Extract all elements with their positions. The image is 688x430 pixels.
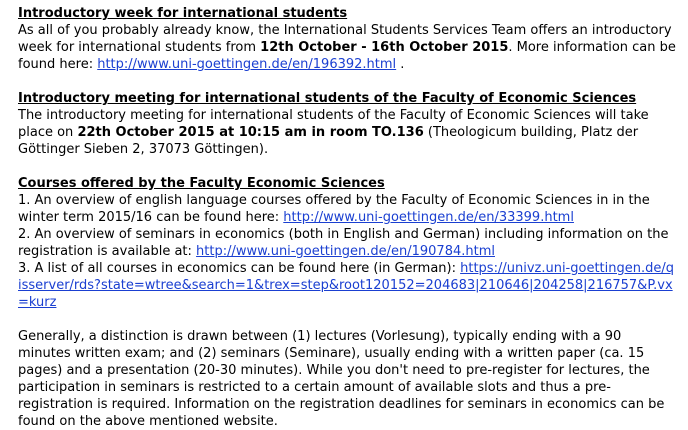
intro-meeting-heading: Introductory meeting for international students of the Faculty of Economic Sciences [18, 91, 637, 106]
course-item-3-text: 3. A list of all courses in economics can be found here (in German): [18, 261, 461, 276]
intro-meeting-datetime: 22th October 2015 at 10:15 am in room TO.136 [77, 125, 424, 140]
course-item-1-link[interactable]: http://www.uni-goettingen.de/en/33399.html [283, 210, 574, 225]
course-item-2-text: 2. An overview of seminars in economics (both in English and German) including information on the registration is available at: [18, 227, 669, 259]
course-item-1-text: 1. An overview of english language courses offered by the Faculty of Economic Sciences in in the winter term 2015/16 can be found here: [18, 193, 650, 225]
course-item-2-link[interactable]: http://www.uni-goettingen.de/en/190784.html [196, 244, 495, 259]
intro-week-dates: 12th October - 16th October 2015 [260, 40, 509, 55]
intro-week-paragraph [18, 22, 676, 73]
course-item-3 [18, 260, 676, 311]
intro-meeting-text: The introductory meeting for international students of the Faculty of Economic Sciences will take place on [18, 108, 649, 140]
course-item-1 [18, 192, 676, 226]
general-section [18, 328, 676, 430]
intro-week-text: As all of you probably already know, the International Students Services Team offers an introductory week for international students from [18, 23, 672, 55]
intro-week-link[interactable]: http://www.uni-goettingen.de/en/196392.html [97, 57, 397, 72]
intro-week-text-after: . More information can be found here: [18, 40, 676, 72]
courses-section [18, 175, 676, 311]
course-item-2 [18, 226, 676, 260]
intro-meeting-paragraph [18, 107, 676, 158]
courses-heading: Courses offered by the Faculty Economic Sciences [18, 176, 385, 191]
intro-week-section [18, 5, 676, 73]
intro-meeting-text-after: (Theologicum building, Platz der Göttinger Sieben 2, 37073 Göttingen). [18, 125, 639, 157]
course-item-3-link[interactable]: https://univz.uni-goettingen.de/qisserver/rds?state=wtree&search=1&trex=step&root120152=204683|210646|204258|216757&P.vx=kurz [18, 261, 674, 310]
intro-week-heading: Introductory week for international students [18, 6, 348, 21]
intro-week-link-suffix: . [396, 57, 405, 72]
intro-meeting-section [18, 90, 676, 158]
general-paragraph: Generally, a distinction is drawn between (1) lectures (Vorlesung), typically ending with a 90 minutes written exam; and (2) seminars (Seminare), usually ending with a written paper (ca. 15 pages) and a presentation (20-30 minutes). While you don't need to pre-register for lectures, the participation in seminars is restricted to a certain amount of available slots and thus a pre-registration is required. Information on the registration deadlines for seminars in economics can be found on the above mentioned website. [18, 329, 665, 429]
